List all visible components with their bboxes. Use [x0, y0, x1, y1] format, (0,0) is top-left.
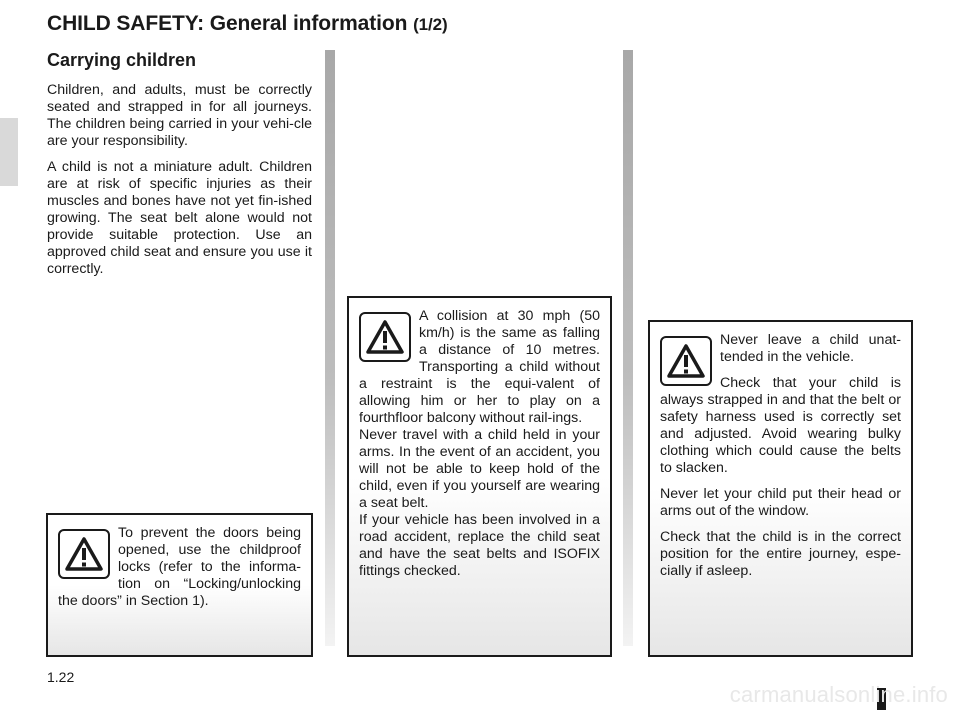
column-divider — [325, 50, 335, 646]
watermark: carmanualsonline.info — [729, 682, 948, 707]
column-divider — [623, 50, 633, 646]
section-heading: Carrying children — [47, 50, 197, 70]
warning-box-collision — [347, 296, 612, 657]
page-title-text: CHILD SAFETY: General information — [47, 12, 408, 35]
warning-text: A collision at 30 mph (50 km/h) is the same as falling a distance of 10 metres. Transporting a child without a restraint is the equi-valent of allowing him or her to play on a fourthfloor balcony without rail-ings. — [359, 308, 600, 426]
warning-box-childproof-locks — [46, 513, 313, 657]
body-paragraph: Children, and adults, must be correctly seated and strapped in for all journeys. The children being carried in your vehi-cle are your responsibility. — [47, 82, 312, 149]
warning-triangle-icon — [359, 312, 411, 362]
warning-text: Never travel with a child held in your arms. In the event of an accident, you will not be able to keep hold of the child, even if you yourself are wearing a seat belt. — [359, 427, 600, 511]
page-part-indicator: (1/2) — [413, 15, 448, 34]
warning-box-never-leave-child — [648, 320, 913, 657]
page-title — [47, 12, 448, 36]
warning-text: If your vehicle has been involved in a road accident, replace the child seat and have the seat belts and ISOFIX fittings checked. — [359, 512, 600, 579]
warning-text: Check that the child is in the correct position for the entire journey, espe-cially if asleep. — [660, 529, 901, 579]
warning-text: Never let your child put their head or arms out of the window. — [660, 486, 901, 519]
carrying-children-section — [47, 50, 312, 287]
warning-text: Never leave a child unat-tended in the vehicle. — [720, 332, 901, 365]
page-number: 1.22 — [47, 669, 75, 685]
warning-text: To prevent the doors being opened, use the childproof locks (refer to the informa-tion on “Locking/unlocking the doors” in Section 1). — [58, 525, 301, 609]
body-paragraph: A child is not a miniature adult. Children are at risk of specific injuries as their muscles and bones have not yet fin-ished growing. The seat belt alone would not provide suitable protection. Use an approved child seat and ensure you use it correctly. — [47, 159, 312, 277]
warning-triangle-icon — [660, 336, 712, 386]
warning-text: Check that your child is always strapped in and that the belt or safety harness used is correctly set and adjusted. Avoid wearing bulky clothing which could cause the belts to slacken. — [660, 375, 901, 476]
section-tab-marker — [0, 118, 18, 186]
warning-triangle-icon — [58, 529, 110, 579]
